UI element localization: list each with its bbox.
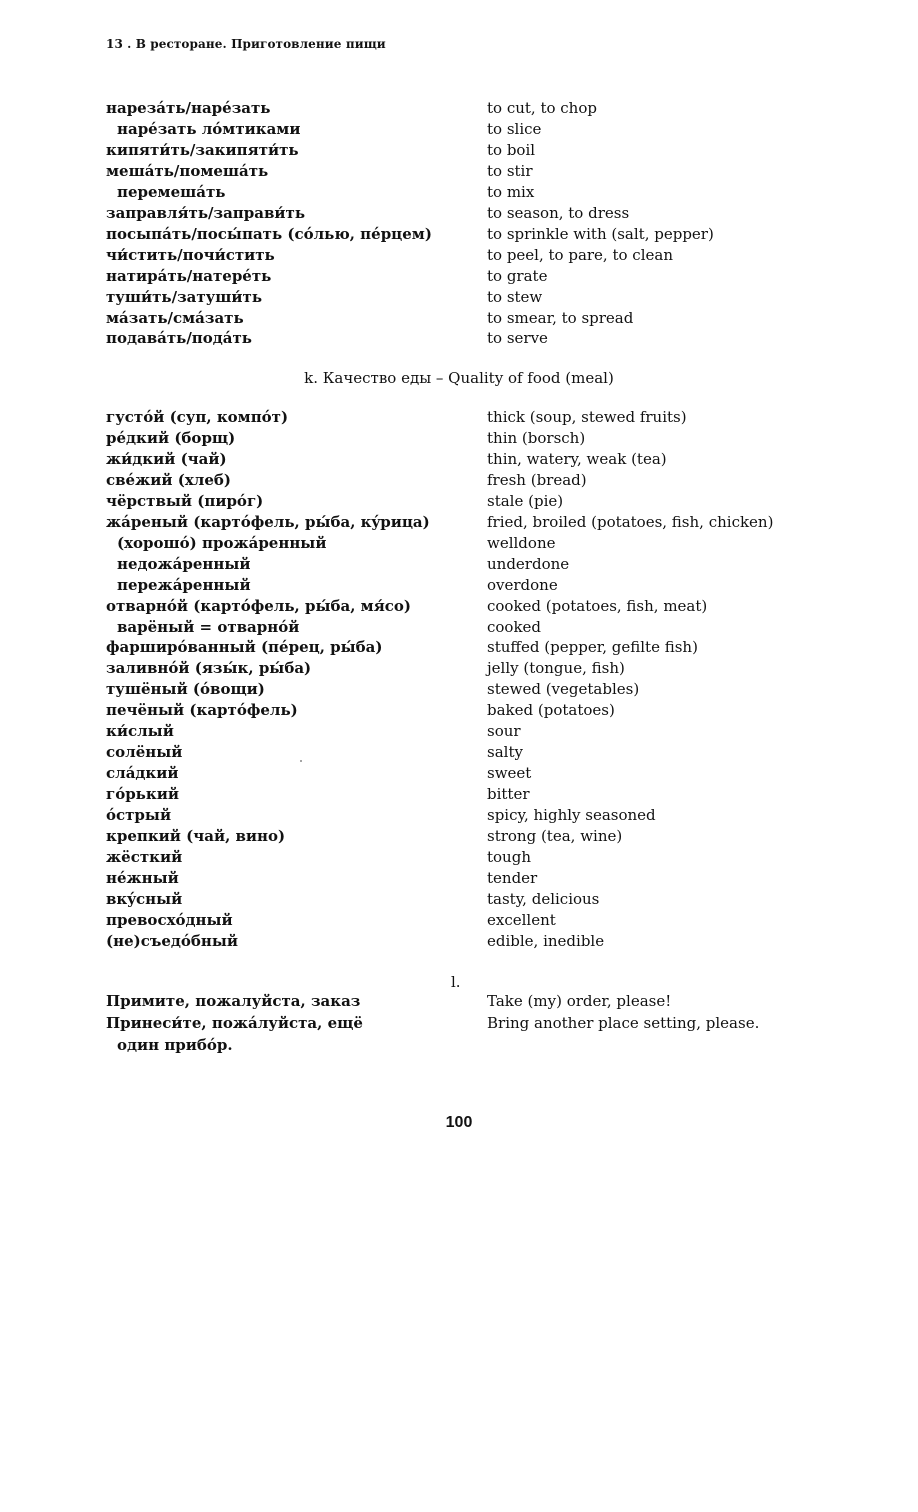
entry-row	[0, 575, 918, 596]
russian-term: солёный	[106, 743, 183, 762]
entry-row	[0, 805, 918, 826]
entry-row	[0, 245, 918, 266]
russian-term: густóй (суп, компóт)	[106, 408, 289, 426]
russian-term: (не)съедóбный	[106, 931, 239, 950]
russian-term: один прибóр.	[117, 1036, 233, 1054]
english-translation: thin, watery, weak (tea)	[487, 449, 667, 468]
russian-term: вкýсный	[106, 889, 183, 908]
entry-row	[0, 533, 918, 554]
russian-term: фарширóванный (пéрец, ры́ба)	[106, 638, 383, 657]
english-translation: tender	[487, 868, 538, 887]
russian-term: ки́слый	[106, 722, 174, 741]
english-translation: to sprinkle with (salt, pepper)	[487, 224, 714, 243]
russian-term: заправля́ть/заправи́ть	[106, 203, 306, 222]
entry-row	[0, 991, 918, 1012]
entry-row	[0, 224, 918, 245]
entry-row	[0, 658, 918, 679]
entry-row	[0, 637, 918, 658]
russian-term: тушёный (óвощи)	[106, 680, 265, 699]
english-translation: spicy, highly seasoned	[487, 806, 656, 825]
entry-row	[0, 470, 918, 491]
russian-term: недожáренный	[117, 554, 251, 573]
entry-row	[0, 98, 918, 119]
english-translation: to smear, to spread	[487, 308, 634, 327]
entry-row	[0, 161, 918, 182]
russian-term: перемешáть	[117, 182, 226, 201]
english-translation: to peel, to pare, to clean	[487, 245, 673, 264]
entry-row	[0, 721, 918, 742]
entry-row	[0, 596, 918, 617]
entry-row	[0, 910, 918, 931]
english-translation: salty	[487, 743, 523, 762]
russian-term: нарезáть/нарéзать	[106, 99, 271, 117]
russian-term: печёный (картóфель)	[106, 701, 298, 720]
english-translation: thin (borsch)	[487, 428, 586, 447]
russian-term: Принеси́те, пожáлуйста, ещё	[106, 1014, 363, 1032]
entry-row	[0, 554, 918, 575]
english-translation: cooked (potatoes, fish, meat)	[487, 596, 708, 615]
russian-term: туши́ть/затуши́ть	[106, 287, 263, 306]
russian-term: превосхóдный	[106, 910, 233, 929]
entry-row	[0, 266, 918, 287]
russian-term: кипяти́ть/закипяти́ть	[106, 140, 299, 159]
english-translation: fresh (bread)	[487, 470, 587, 489]
entry-row	[0, 763, 918, 784]
english-translation: sweet	[487, 764, 532, 783]
english-translation: to slice	[487, 119, 542, 138]
entry-row	[0, 826, 918, 847]
entry-row	[0, 491, 918, 512]
english-translation: sour	[487, 722, 521, 741]
russian-term: жёсткий	[106, 847, 183, 866]
english-translation: underdone	[487, 554, 570, 573]
entry-row	[0, 1013, 918, 1034]
english-translation: welldone	[487, 533, 556, 552]
entry-row	[0, 512, 918, 533]
entry-row	[0, 428, 918, 449]
russian-term: нéжный	[106, 868, 179, 887]
entry-row	[0, 407, 918, 428]
entry-row	[0, 617, 918, 638]
english-translation: to stew	[487, 287, 543, 306]
english-translation: overdone	[487, 575, 558, 594]
russian-term: варёный = отварнóй	[117, 617, 300, 636]
entry-row	[0, 847, 918, 868]
entry-row	[0, 931, 918, 952]
russian-term: слáдкий	[106, 764, 179, 783]
entry-row	[0, 119, 918, 140]
entry-row	[0, 140, 918, 161]
entry-row	[0, 287, 918, 308]
entry-row	[0, 784, 918, 805]
english-translation: Take (my) order, please!	[487, 992, 672, 1010]
english-translation: to stir	[487, 161, 533, 180]
russian-term: рéдкий (борщ)	[106, 428, 236, 447]
entry-row	[0, 182, 918, 203]
english-translation: stuffed (pepper, gefilte fish)	[487, 638, 698, 657]
english-translation: to serve	[487, 329, 548, 348]
section-k-title: k. Качество еды – Quality of food (meal)	[304, 369, 614, 387]
english-translation: to mix	[487, 182, 535, 201]
entry-row	[0, 889, 918, 910]
russian-term: подавáть/подáть	[106, 329, 252, 348]
english-translation: to boil	[487, 140, 536, 159]
russian-term: (хорошó) прожáренный	[117, 533, 327, 552]
english-translation: edible, inedible	[487, 931, 605, 950]
scan-speck	[300, 760, 302, 762]
russian-term: нарéзать лóмтиками	[117, 119, 301, 138]
english-translation: thick (soup, stewed fruits)	[487, 408, 687, 426]
english-translation: excellent	[487, 910, 556, 929]
russian-term: жи́дкий (чай)	[106, 449, 227, 468]
english-translation: jelly (tongue, fish)	[487, 659, 625, 678]
russian-term: жáреный (картóфель, ры́ба, кýрица)	[106, 512, 430, 531]
russian-term: мешáть/помешáть	[106, 161, 269, 180]
entry-row	[0, 1035, 918, 1056]
english-translation: Bring another place setting, please.	[487, 1014, 760, 1032]
english-translation: baked (potatoes)	[487, 701, 615, 720]
entry-row	[0, 700, 918, 721]
entry-row	[0, 679, 918, 700]
english-translation: to grate	[487, 266, 548, 285]
english-translation: stewed (vegetables)	[487, 680, 640, 699]
english-translation: bitter	[487, 785, 530, 804]
russian-term: гóрький	[106, 785, 179, 804]
russian-term: отварнóй (картóфель, ры́ба, мя́со)	[106, 596, 412, 615]
russian-term: Примите, пожалуйста, заказ	[106, 992, 361, 1010]
entry-row	[0, 328, 918, 349]
english-translation: strong (tea, wine)	[487, 827, 623, 845]
section-l-title: l.	[451, 973, 461, 991]
russian-term: óстрый	[106, 806, 172, 825]
russian-term: чи́стить/почи́стить	[106, 245, 275, 264]
russian-term: мáзать/смáзать	[106, 308, 244, 327]
russian-term: крепкий (чай, вино)	[106, 827, 286, 845]
russian-term: заливнóй (язы́к, ры́ба)	[106, 659, 312, 678]
entry-row	[0, 449, 918, 470]
english-translation: tasty, delicious	[487, 889, 600, 908]
entry-row	[0, 203, 918, 224]
english-translation: stale (pie)	[487, 491, 564, 510]
english-translation: to season, to dress	[487, 203, 630, 222]
russian-term: свéжий (хлеб)	[106, 470, 231, 489]
russian-term: пережáренный	[117, 575, 251, 594]
russian-term: посыпáть/посы́пать (сóлью, пéрцем)	[106, 224, 432, 243]
english-translation: to cut, to chop	[487, 99, 597, 117]
russian-term: чёрствый (пирóг)	[106, 491, 264, 510]
page-number: 100	[445, 1114, 473, 1131]
english-translation: fried, broiled (potatoes, fish, chicken)	[487, 512, 774, 531]
entry-row	[0, 742, 918, 763]
entry-row	[0, 308, 918, 329]
russian-term: натирáть/натерéть	[106, 266, 272, 285]
entry-row	[0, 868, 918, 889]
english-translation: tough	[487, 847, 531, 866]
running-header: 13 . В ресторане. Приготовление пищи	[106, 37, 386, 51]
english-translation: cooked	[487, 617, 542, 636]
